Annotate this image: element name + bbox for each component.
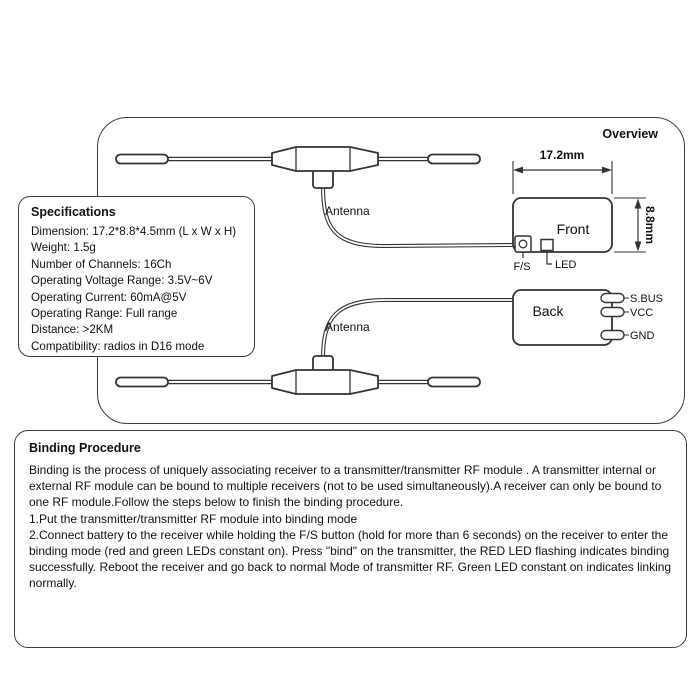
pin-label-vcc: VCC: [630, 307, 654, 319]
pin-label-gnd: GND: [630, 330, 655, 342]
fs-button-dot: [519, 240, 527, 248]
dim-height-label: 8.8mm: [643, 205, 657, 245]
overview-title: Overview: [602, 127, 658, 141]
front-module: [513, 198, 612, 273]
pin-gnd: [601, 331, 624, 340]
spec-line-dimension: Dimension: 17.2*8.8*4.5mm (L x W x H): [31, 225, 237, 238]
spec-line-voltage: Operating Voltage Range: 3.5V~6V: [31, 274, 213, 288]
specifications-title: Specifications: [31, 205, 116, 219]
spec-line-weight: Weight: 1.5g: [31, 241, 96, 255]
led-label: LED: [555, 259, 577, 271]
front-module-label: Front: [556, 221, 590, 237]
spec-line-channels: Number of Channels: 16Ch: [31, 257, 172, 271]
antenna-bottom: [116, 356, 480, 394]
pin-sbus: [601, 294, 624, 303]
spec-line-range: Operating Range: Full range: [31, 307, 178, 321]
antenna-tip-right: [428, 155, 480, 164]
binding-procedure-title: Binding Procedure: [29, 441, 141, 455]
fs-label: F/S: [513, 261, 531, 273]
binding-procedure-panel: [14, 430, 687, 648]
antenna-label-bottom: Antenna: [325, 320, 370, 334]
antenna-tip-left: [116, 155, 168, 164]
dim-ext-lines: [614, 198, 646, 252]
specifications-panel: [18, 196, 255, 357]
pin-label-sbus: S.BUS: [630, 293, 664, 305]
led-indicator: [541, 240, 553, 251]
dim-ext-lines: [513, 161, 612, 194]
pin-vcc: [601, 308, 624, 317]
binding-step-1: 1.Put the transmitter/transmitter RF module into binding mode: [29, 511, 358, 526]
antenna-top: [116, 147, 480, 188]
antenna-tip-left: [116, 378, 168, 387]
dim-width-label: 17.2mm: [539, 148, 585, 162]
back-module: [513, 290, 663, 345]
binding-step-2: 2.Connect battery to the receiver while holding the F/S button (hold for more than 6 seconds) on the receiver to enter the binding mode (red and green LEDs constant on). Press "bind" on the transmitter, the RED LED flashing indicates binding successfully. Reboot the receiver and go back to normal Mode of transmitter RF. Green LED constant on indicates linking normally.: [29, 527, 672, 591]
dimension-height: [614, 198, 657, 252]
antenna-label-top: Antenna: [325, 204, 370, 218]
spec-line-compatibility: Compatibility: radios in D16 mode: [31, 339, 205, 353]
spec-line-distance: Distance: >2KM: [31, 323, 114, 337]
spec-line-current: Operating Current: 60mA@5V: [31, 290, 187, 304]
back-module-label: Back: [532, 303, 564, 319]
pin-callout-lines: [624, 298, 629, 335]
antenna-tip-right: [428, 378, 480, 387]
antenna-connector-body: [272, 370, 378, 394]
antenna-connector-body: [272, 147, 378, 171]
dimension-width: [513, 148, 612, 194]
binding-paragraph-intro: Binding is the process of uniquely associating receiver to a transmitter/transmitter RF module . A transmitter internal or external RF module can be bound to multiple receivers (not to be used simultaneously).A receiver can only be bound to one RF module.Follow the steps below to finish the binding procedure.: [29, 463, 662, 510]
